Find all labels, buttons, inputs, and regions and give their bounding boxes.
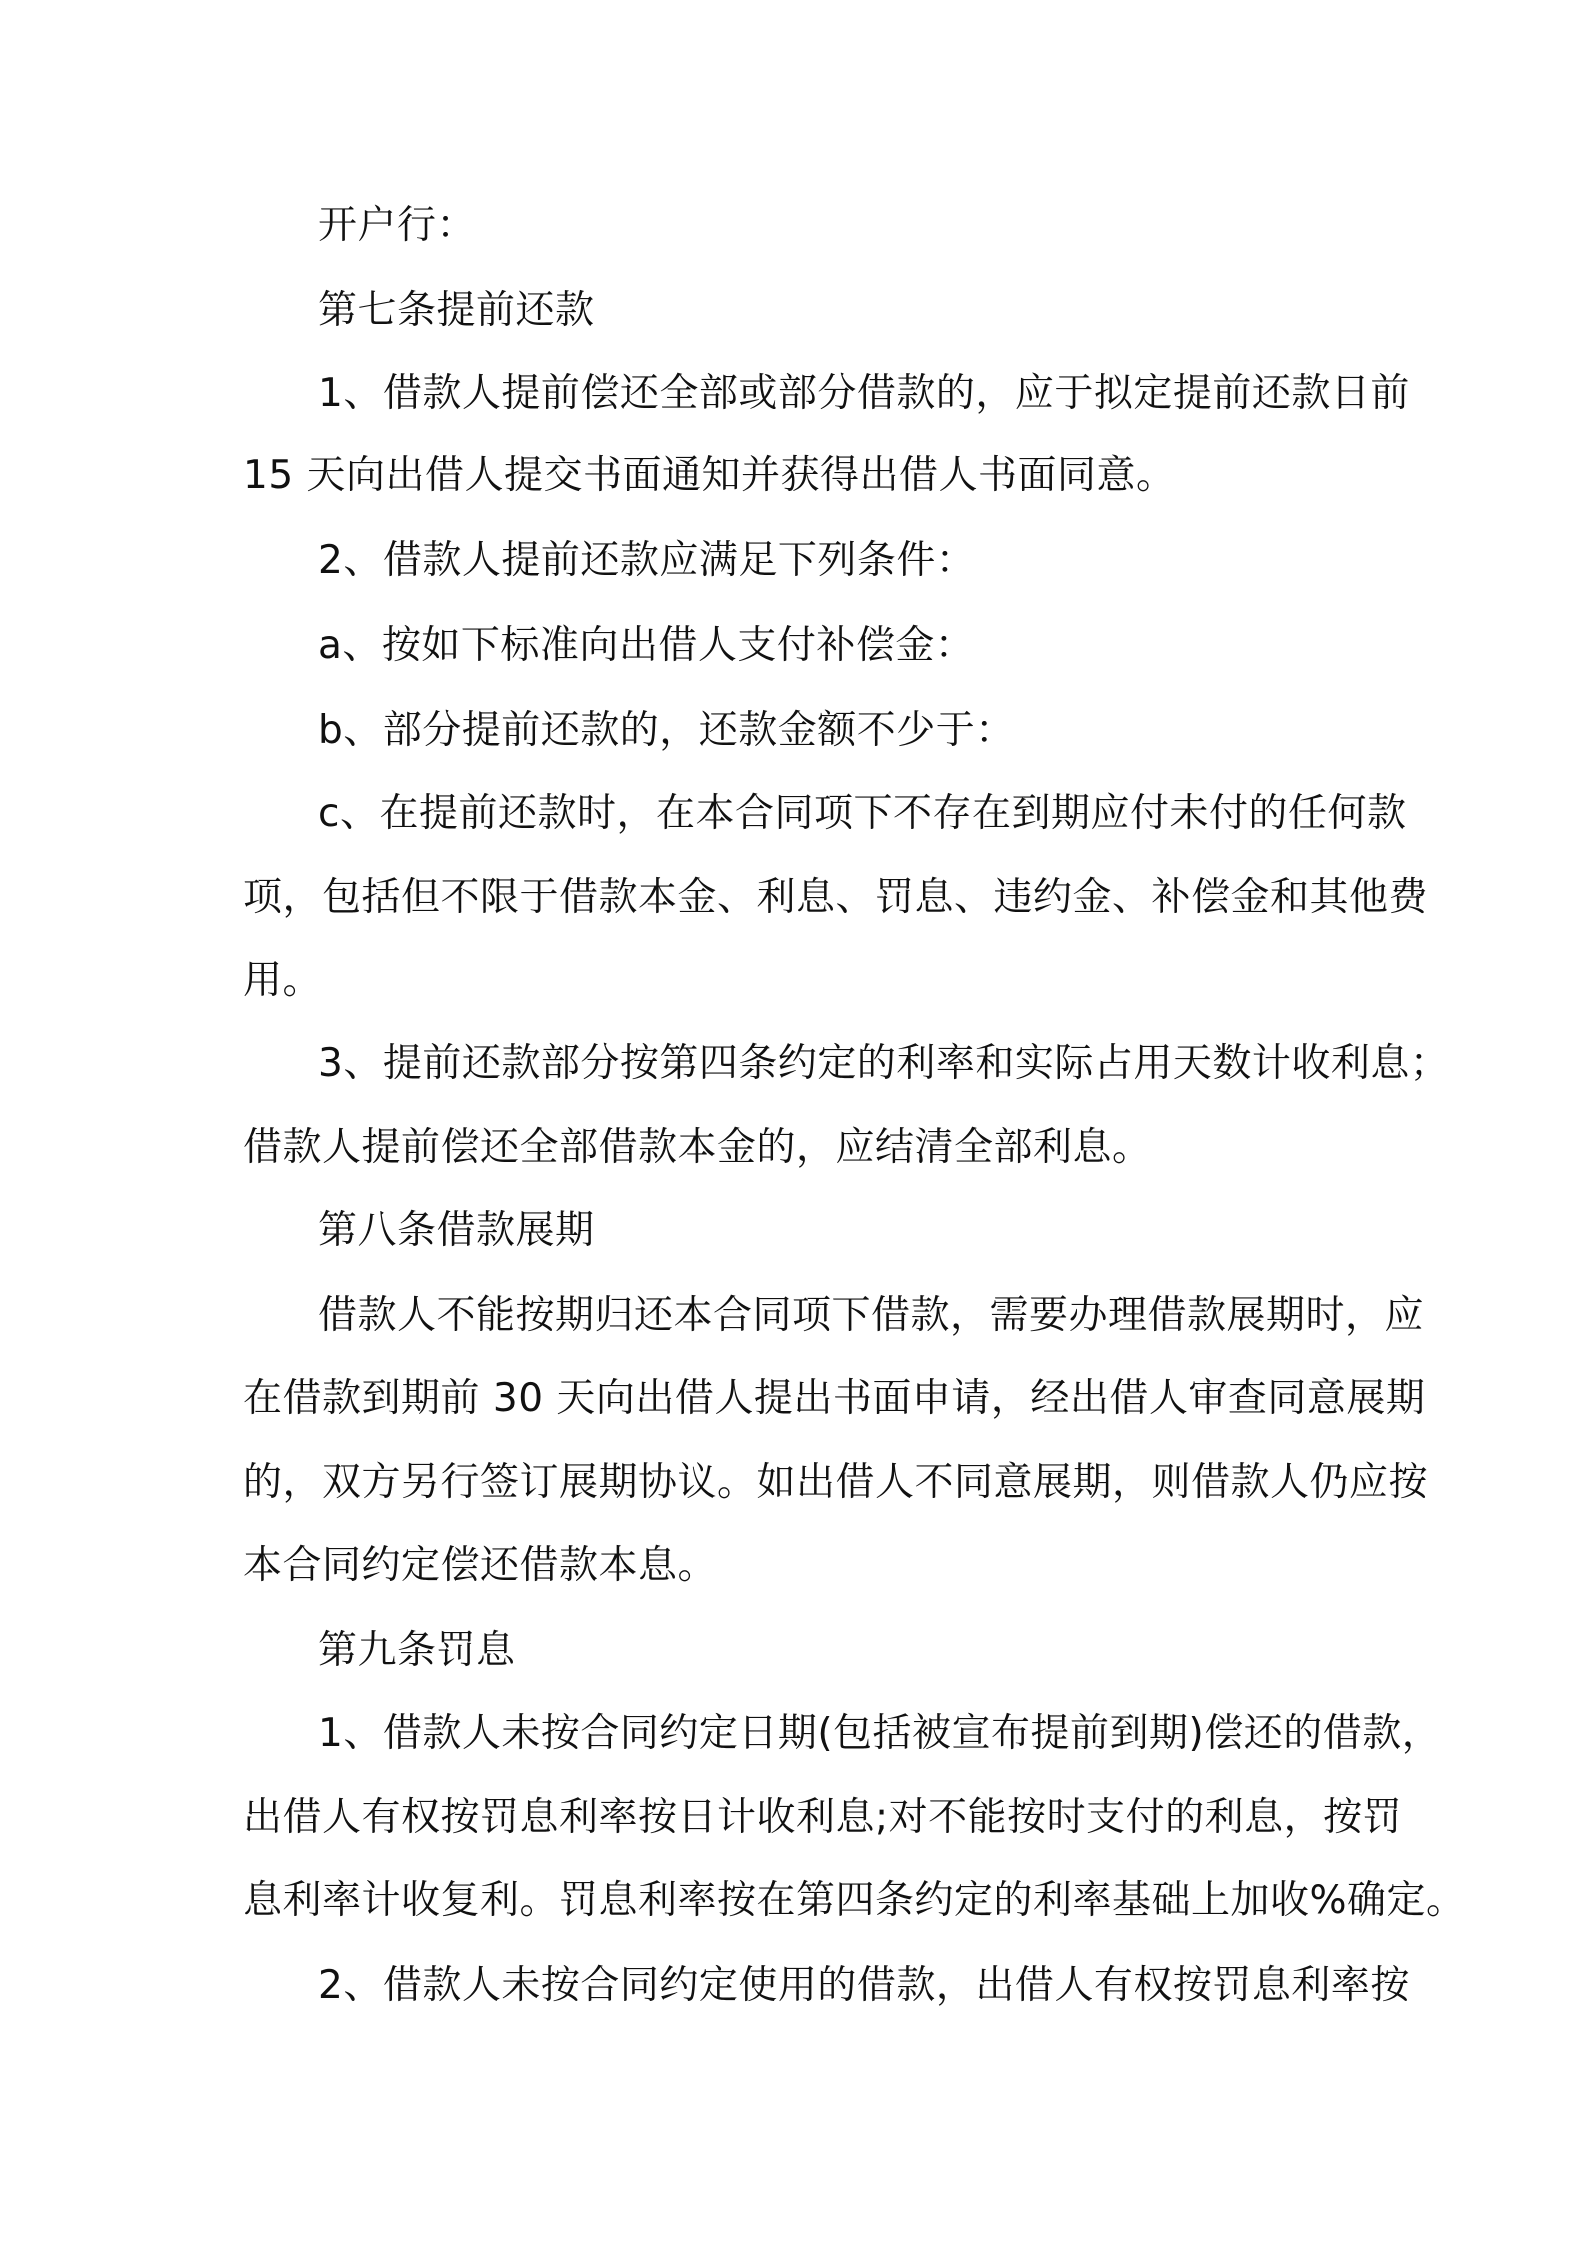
article-8-body-line-3: 的，双方另行签订展期协议。如出借人不同意展期，则借款人仍应按 — [243, 1460, 1429, 1505]
article-9-clause-1-line-3: 息利率计收复利。罚息利率按在第四条约定的利率基础上加收%确定。 — [243, 1878, 1466, 1923]
article-7-clause-2-item-c-line-2: 项，包括但不限于借款本金、利息、罚息、违约金、补偿金和其他费 — [243, 875, 1429, 920]
article-8-body-line-2: 在借款到期前 30 天向出借人提出书面申请，经出借人审查同意展期 — [243, 1376, 1426, 1421]
article-7-clause-3-line-1: 3、提前还款部分按第四条约定的利率和实际占用天数计收利息； — [318, 1041, 1450, 1086]
article-8-body-line-4: 本合同约定偿还借款本息。 — [243, 1543, 718, 1588]
article-7-clause-2-item-a: a、按如下标准向出借人支付补偿金： — [318, 623, 975, 668]
article-7-clause-2-item-c-line-1: c、在提前还款时，在本合同项下不存在到期应付未付的任何款 — [318, 791, 1407, 836]
article-7-clause-1-line-2: 15 天向出借人提交书面通知并获得出借人书面同意。 — [243, 453, 1176, 498]
article-9-clause-2-line-1: 2、借款人未按合同约定使用的借款，出借人有权按罚息利率按 — [318, 1963, 1410, 2008]
article-8-body-line-1: 借款人不能按期归还本合同项下借款，需要办理借款展期时，应 — [318, 1293, 1425, 1338]
article-9-clause-1-line-1: 1、借款人未按合同约定日期(包括被宣布提前到期)偿还的借款， — [318, 1711, 1442, 1756]
article-9-clause-1-line-2: 出借人有权按罚息利率按日计收利息;对不能按时支付的利息，按罚 — [243, 1795, 1403, 1840]
article-7-clause-1-line-1: 1、借款人提前偿还全部或部分借款的，应于拟定提前还款日前 — [318, 371, 1410, 416]
article-7-clause-2-item-b: b、部分提前还款的，还款金额不少于： — [318, 708, 1015, 753]
bank-label: 开户行： — [318, 203, 477, 248]
article-7-clause-2: 2、借款人提前还款应满足下列条件： — [318, 538, 976, 583]
article-7-clause-2-item-c-line-3: 用。 — [243, 958, 323, 1003]
article-7-clause-3-line-2: 借款人提前偿还全部借款本金的，应结清全部利息。 — [243, 1125, 1152, 1170]
article-8-heading: 第八条借款展期 — [318, 1208, 595, 1253]
article-9-heading: 第九条罚息 — [318, 1628, 516, 1673]
article-7-heading: 第七条提前还款 — [318, 288, 595, 333]
